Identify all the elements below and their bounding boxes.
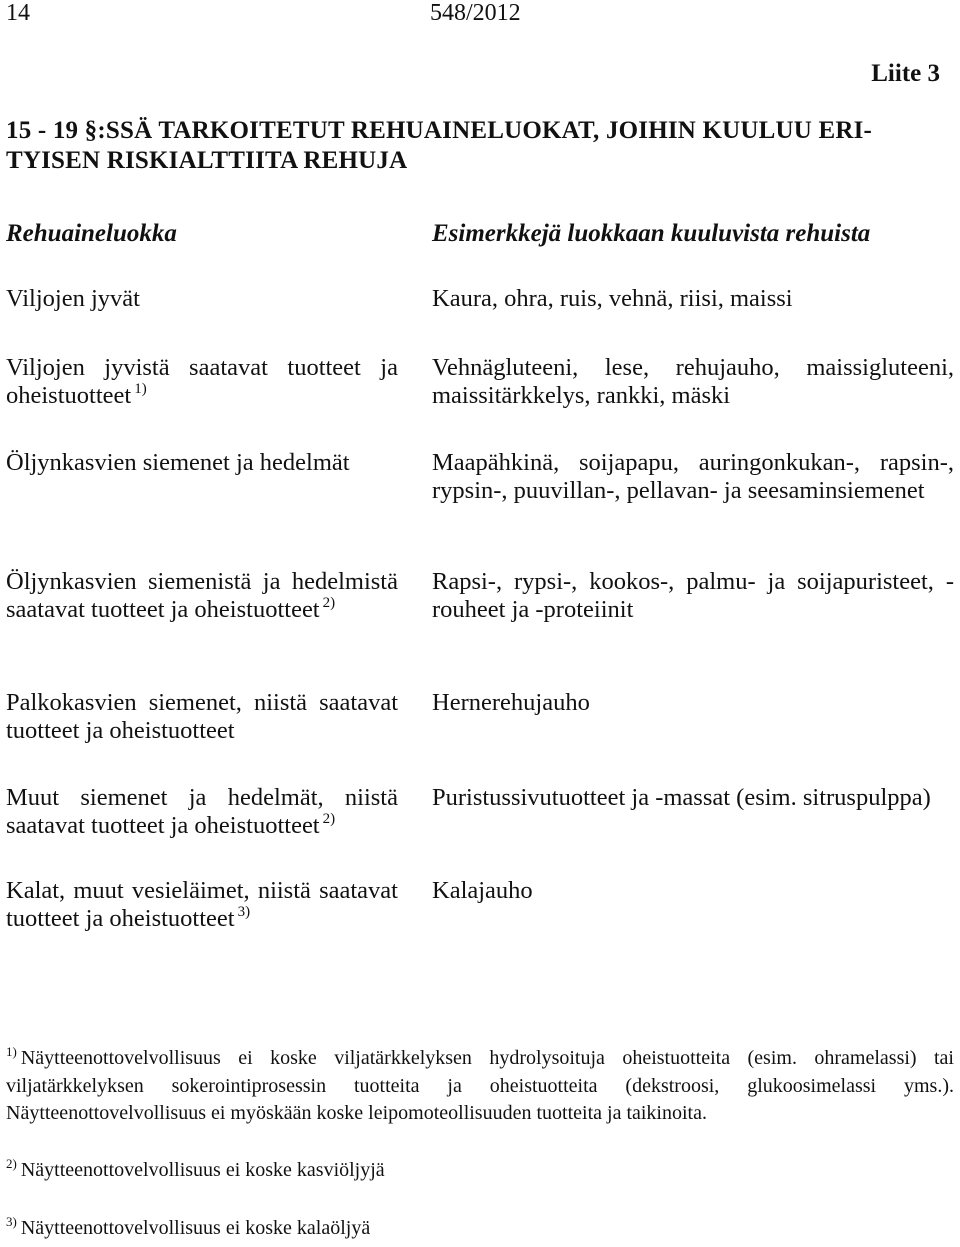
table-row-category bbox=[6, 449, 398, 477]
footnote-text: Näytteenottovelvollisuus ei koske viljatärkkelyksen hydrolysoituja oheistuotteita (esim. ohramelassi) tai viljatärkkelyksen sokerointiprosessin tuotteita ja oheistuotteita (dekstroosi, glukoosimelassi yms.). Näytteenottovelvollisuus ei myöskään koske leipomoteollisuuden tuotteita ja taikinoita. bbox=[6, 1047, 954, 1124]
category-text: Muut siemenet ja hedelmät, niistä saatavat tuotteet ja oheistuotteet bbox=[6, 784, 398, 839]
page-title: 15 - 19 §:SSÄ TARKOITETUT REHUAINELUOKAT, JOIHIN KUULUU ERI-TYISEN RISKIALTTIITA REHUJA bbox=[6, 117, 873, 174]
column-header-examples: Esimerkkejä luokkaan kuuluvista rehuista bbox=[432, 220, 871, 247]
document-reference: 548/2012 bbox=[430, 0, 521, 26]
footnote-mark: 1) bbox=[6, 1044, 17, 1059]
table-row-examples: Maapähkinä, soijapapu, auringonkukan-, rapsin-, rypsin-, puuvillan-, pellavan- ja seesaminsiemenet bbox=[432, 449, 954, 504]
category-text: Kalat, muut vesieläimet, niistä saatavat tuotteet ja oheistuotteet bbox=[6, 877, 398, 932]
footnote-text: Näytteenottovelvollisuus ei koske kalaöljyä bbox=[20, 1217, 371, 1239]
table-row-category bbox=[6, 689, 398, 745]
table-row-category bbox=[6, 354, 398, 413]
footnote-ref: 2) bbox=[322, 811, 336, 827]
category-text: Viljojen jyvistä saatavat tuotteet ja oheistuotteet bbox=[6, 354, 398, 409]
category-text: Öljynkasvien siemenistä ja hedelmistä saatavat tuotteet ja oheistuotteet bbox=[6, 568, 398, 623]
footnote-mark: 3) bbox=[6, 1214, 17, 1229]
footnote-1 bbox=[6, 1045, 954, 1127]
footnote-ref: 1) bbox=[134, 381, 147, 397]
footnote-ref: 2) bbox=[322, 595, 336, 611]
footnote-ref: 3) bbox=[237, 904, 251, 920]
category-text: Öljynkasvien siemenet ja hedelmät bbox=[6, 449, 350, 476]
table-row-examples: Vehnägluteeni, lese, rehujauho, maissigluteeni, maissitärkkelys, rankki, mäski bbox=[432, 354, 954, 409]
table-row-examples: Kalajauho bbox=[432, 877, 533, 904]
column-header-category: Rehuaineluokka bbox=[6, 220, 177, 247]
footnote-text: Näytteenottovelvollisuus ei koske kasviöljyjä bbox=[20, 1159, 385, 1181]
footnote-3 bbox=[6, 1215, 954, 1243]
table-row-examples: Puristussivutuotteet ja -massat (esim. sitruspulppa) bbox=[432, 784, 931, 811]
table-row-examples: Kaura, ohra, ruis, vehnä, riisi, maissi bbox=[432, 285, 793, 312]
table-row-category bbox=[6, 285, 398, 313]
table-row-category bbox=[6, 877, 398, 936]
table-row-examples: Hernerehujauho bbox=[432, 689, 590, 716]
footnote-mark: 2) bbox=[6, 1156, 17, 1171]
footnote-2 bbox=[6, 1157, 954, 1185]
table-row-examples: Rapsi-, rypsi-, kookos-, palmu- ja soijapuristeet, -rouheet ja -proteiinit bbox=[432, 568, 954, 623]
category-text: Palkokasvien siemenet, niistä saatavat tuotteet ja oheistuotteet bbox=[6, 689, 398, 744]
table-row-category bbox=[6, 568, 398, 627]
category-text: Viljojen jyvät bbox=[6, 285, 140, 312]
table-row-category bbox=[6, 784, 398, 843]
page-number: 14 bbox=[6, 0, 30, 26]
appendix-label: Liite 3 bbox=[871, 60, 940, 87]
